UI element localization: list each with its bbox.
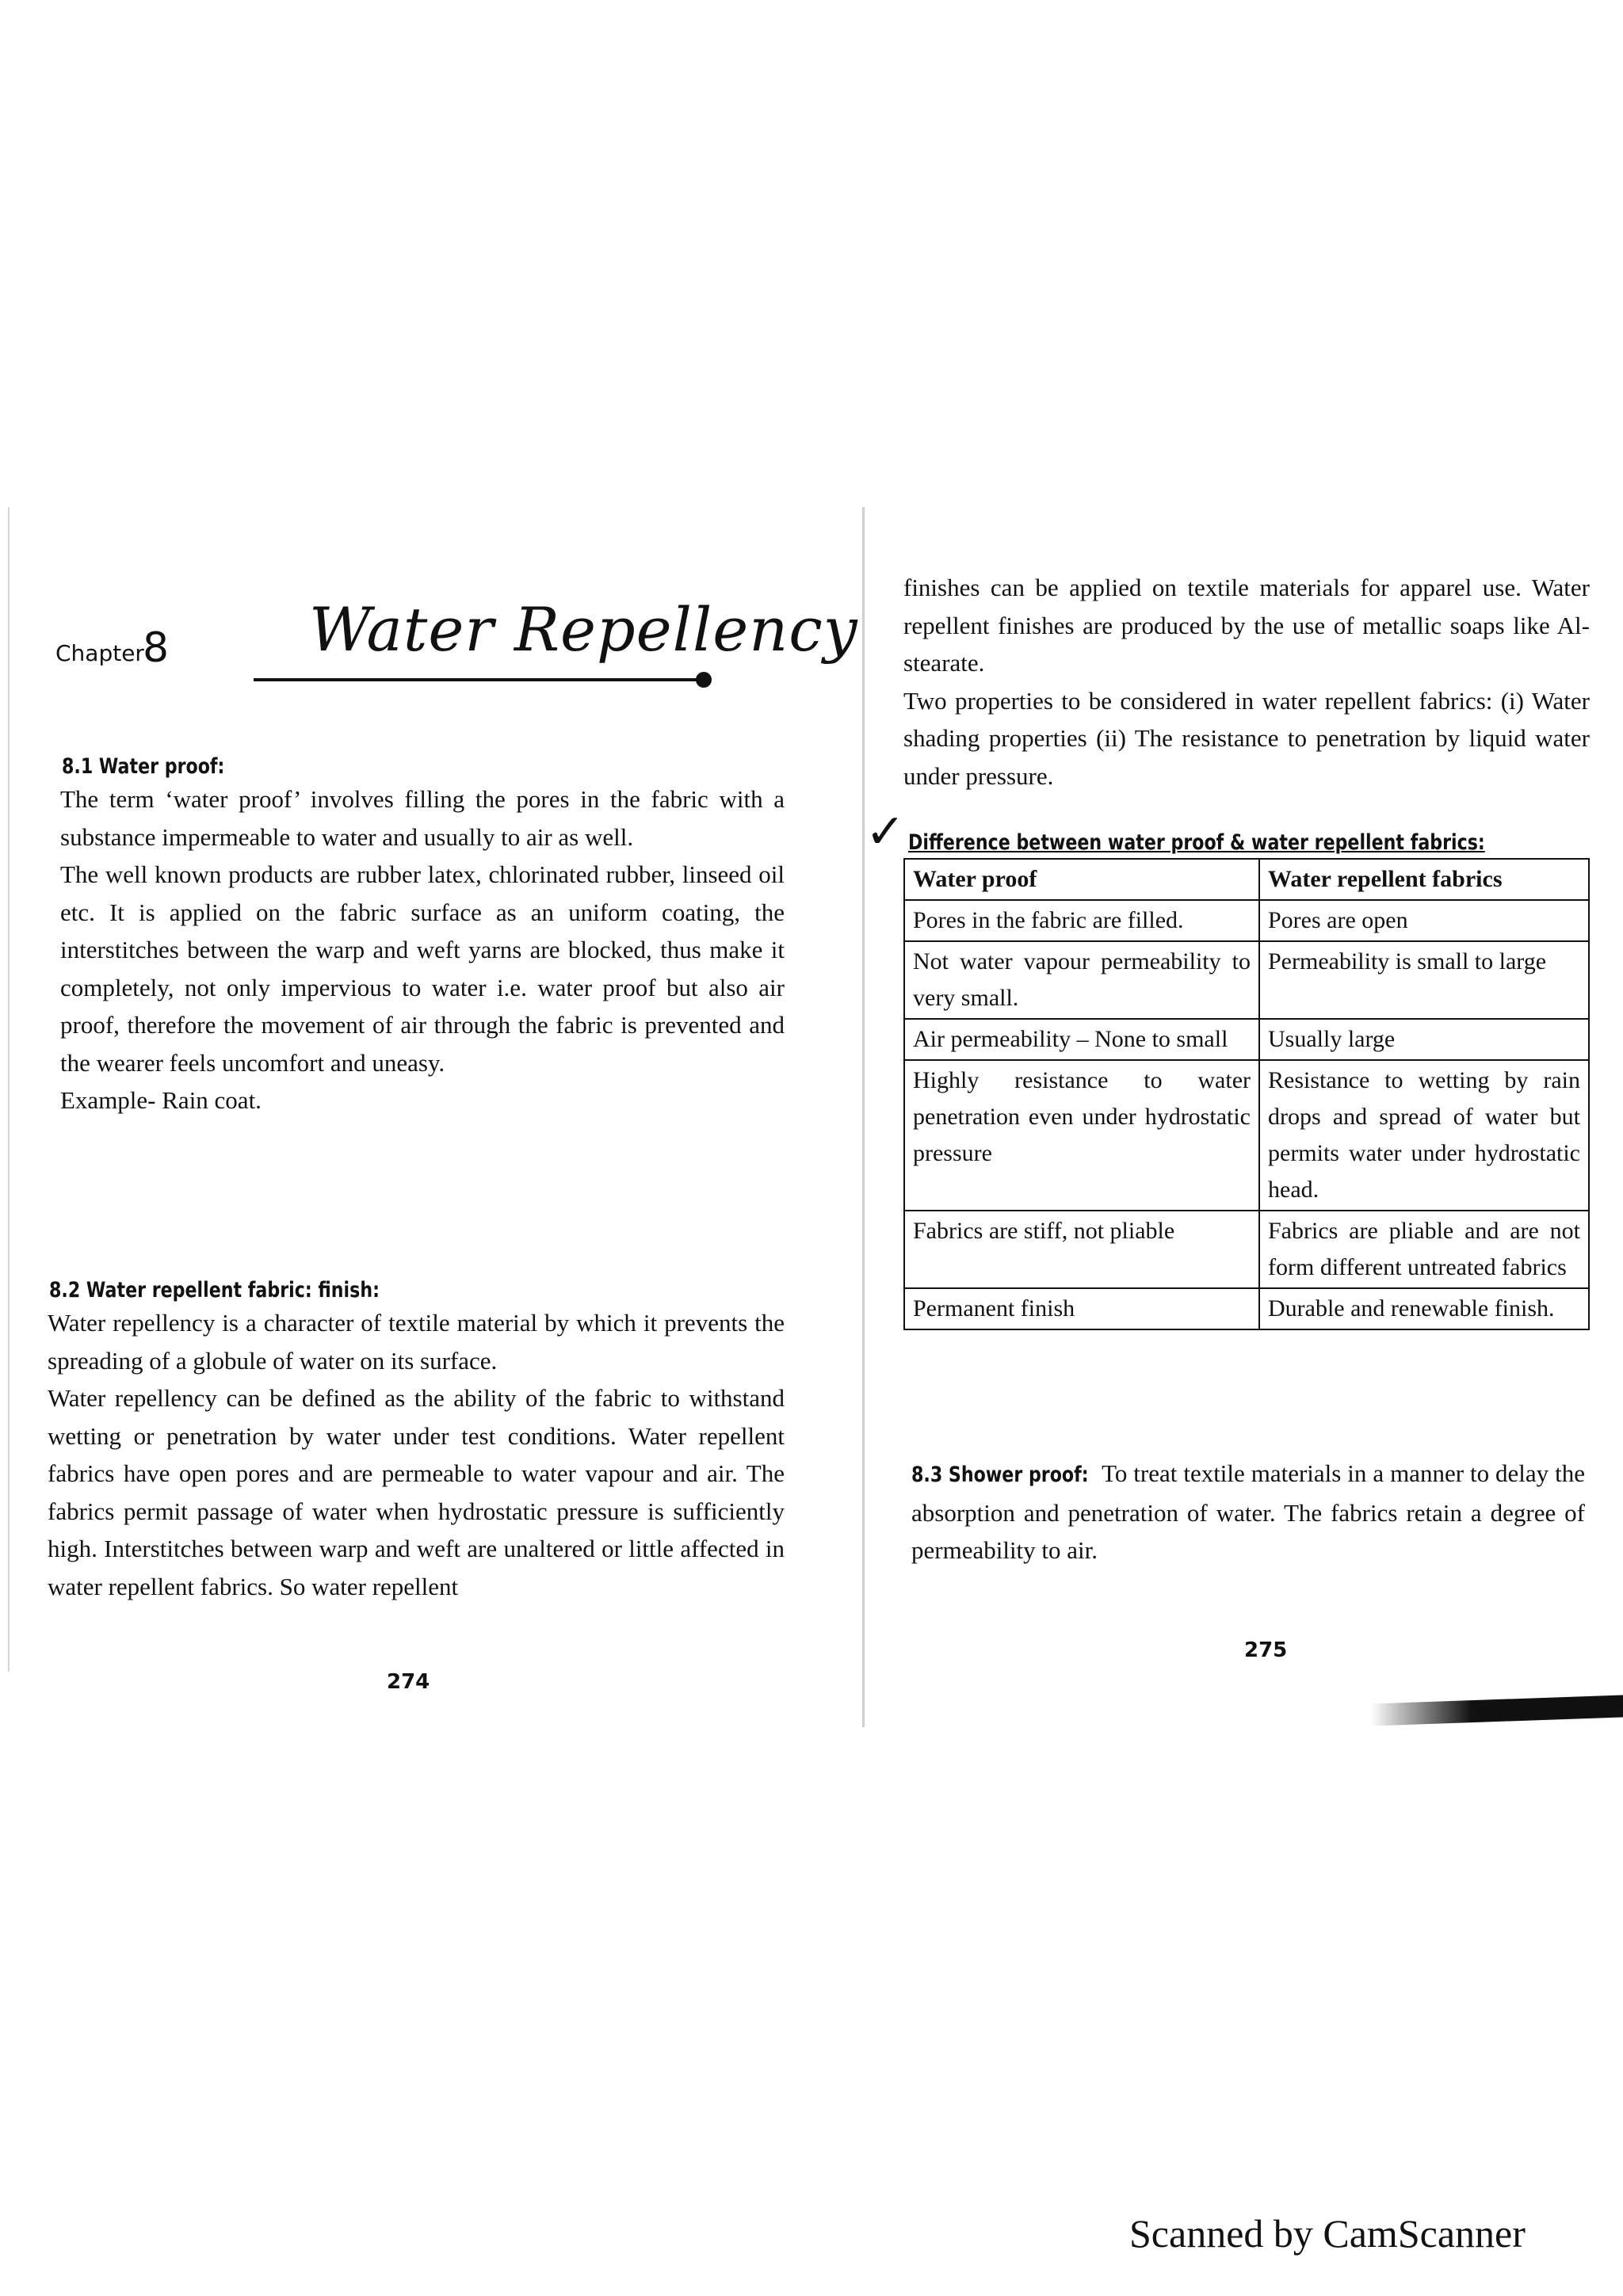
table-cell: Not water vapour permeability to very small. [904, 941, 1259, 1019]
table-cell: Usually large [1259, 1019, 1589, 1060]
table-cell: Air permeability – None to small [904, 1019, 1259, 1060]
water-repellent-paragraph-1: Water repellency is a character of textile material by which it prevents the spreading of a globule of water on its surface. [48, 1309, 785, 1375]
comparison-table [903, 858, 1590, 1330]
checkmark-icon: ✓ [865, 804, 906, 860]
page-number-right: 275 [1244, 1638, 1288, 1662]
continuation-paragraph: finishes can be applied on textile materials for apparel use. Water repellent finishes are produced by the use of metallic soaps like Al-stearate. [903, 574, 1590, 677]
table-header-row [904, 859, 1589, 900]
scanner-watermark: Scanned by CamScanner [1129, 2211, 1526, 2256]
water-proof-example: Example- Rain coat. [60, 1086, 262, 1114]
section-heading-water-proof: 8.1 Water proof: [62, 754, 225, 779]
properties-paragraph: Two properties to be considered in water repellent fabrics: (i) Water shading properties (ii) The resistance to penetration by liquid water under pressure. [903, 686, 1590, 790]
scan-left-edge [8, 507, 10, 1672]
table-cell: Fabrics are pliable and are not form different untreated fabrics [1259, 1211, 1589, 1288]
table-cell: Pores in the fabric are filled. [904, 900, 1259, 941]
right-page-intro [903, 569, 1590, 795]
header-water-proof: Water proof [904, 859, 1259, 900]
chapter-number: 8 [143, 624, 170, 672]
title-underline [254, 678, 704, 681]
table-row [904, 1019, 1589, 1060]
table-cell: Permeability is small to large [1259, 941, 1589, 1019]
table-row [904, 1060, 1589, 1211]
book-gutter [862, 507, 865, 1727]
section-heading-shower-proof: 8.3 Shower proof: [911, 1463, 1089, 1487]
section-water-proof-body [60, 780, 785, 1119]
table-cell: Durable and renewable finish. [1259, 1288, 1589, 1329]
chapter-title: Water Repellency [309, 594, 858, 665]
table-row [904, 1288, 1589, 1329]
section-shower-proof [911, 1455, 1585, 1569]
section-heading-water-repellent: 8.2 Water repellent fabric: finish: [49, 1278, 380, 1302]
water-proof-paragraph-2: The well known products are rubber latex, chlorinated rubber, linseed oil etc. It is applied on the fabric surface as an uniform coating, the interstitches between the warp and weft yarns are blocked, thus make it completely, not only impervious to water i.e. water proof but also air proof, therefore the movement of air through the fabric is prevented and the wearer feels uncomfort and uneasy. [60, 860, 785, 1077]
table-cell: Permanent finish [904, 1288, 1259, 1329]
header-water-repellent: Water repellent fabrics [1259, 859, 1589, 900]
table-cell: Pores are open [1259, 900, 1589, 941]
shower-proof-text: To treat textile materials in a manner to delay the absorption and penetration of water. The fabrics retain a degree of permeability to air. [911, 1459, 1585, 1564]
water-proof-paragraph-1: The term ‘water proof’ involves filling the pores in the fabric with a substance impermeable to water and usually to air as well. [60, 785, 785, 851]
table-row [904, 900, 1589, 941]
table-cell: Highly resistance to water penetration even under hydrostatic pressure [904, 1060, 1259, 1211]
table-cell: Fabrics are stiff, not pliable [904, 1211, 1259, 1288]
table-cell: Resistance to wetting by rain drops and spread of water but permits water under hydrostatic head. [1259, 1060, 1589, 1211]
table-heading: Difference between water proof & water repellent fabrics: [908, 830, 1485, 855]
scan-shadow [1371, 1695, 1623, 1726]
section-water-repellent-body [48, 1304, 785, 1605]
chapter-label: Chapter [55, 640, 144, 666]
table-row [904, 941, 1589, 1019]
title-underline-dot [696, 672, 712, 688]
page-number-left: 274 [387, 1670, 430, 1694]
water-repellent-paragraph-2: Water repellency can be defined as the ability of the fabric to withstand wetting or penetration by water under test conditions. Water repellent fabrics have open pores and are permeable to water vapour and air. The fabrics permit passage of water when hydrostatic pressure is sufficiently high. Interstitches between warp and weft are unaltered or little affected in water repellent fabrics. So water repellent [48, 1384, 785, 1600]
table-row [904, 1211, 1589, 1288]
